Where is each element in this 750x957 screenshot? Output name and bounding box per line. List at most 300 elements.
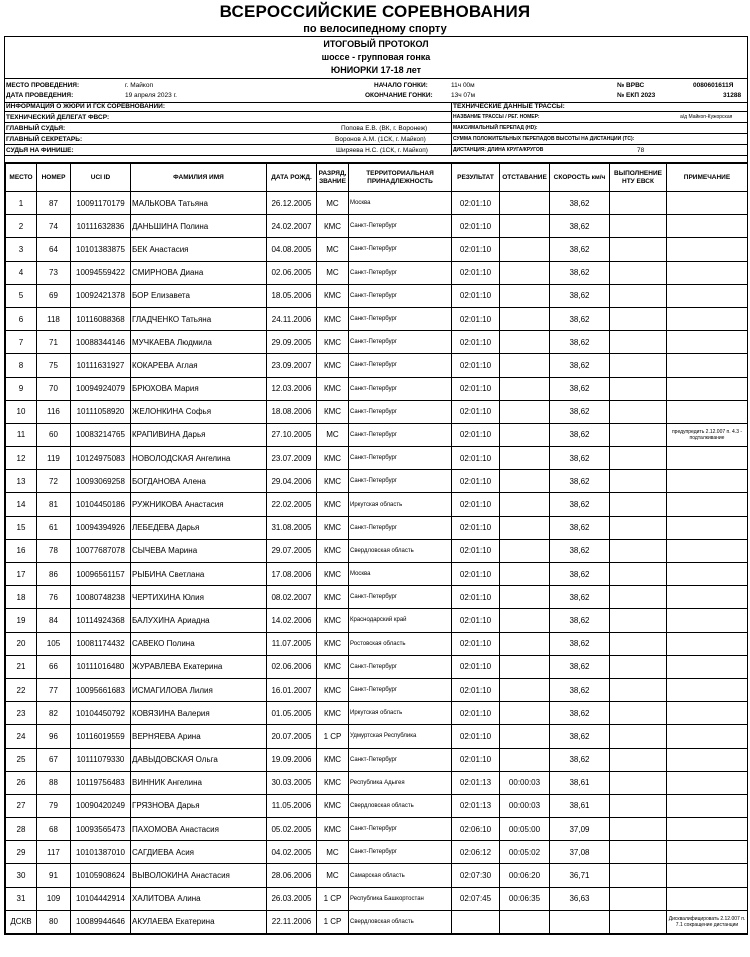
cell-evsk <box>610 586 667 609</box>
cell-speed <box>550 910 610 933</box>
table-row <box>6 470 748 493</box>
table-row <box>6 771 748 794</box>
cell-speed: 38,62 <box>550 748 610 771</box>
cell-number: 78 <box>37 539 71 562</box>
cell-name: КОВЯЗИНА Валерия <box>131 702 267 725</box>
chief-judge-value: Попова Е.В. (ВК, г. Воронеж) <box>341 125 428 132</box>
cell-birth-date: 30.03.2005 <box>267 771 317 794</box>
cell-rank: МС <box>317 238 349 261</box>
cell-birth-date: 18.08.2006 <box>267 400 317 423</box>
cell-number: 80 <box>37 910 71 933</box>
cell-speed: 38,61 <box>550 794 610 817</box>
cell-place: 4 <box>6 261 37 284</box>
cell-place: 30 <box>6 864 37 887</box>
cell-birth-date: 12.03.2006 <box>267 377 317 400</box>
cell-gap <box>500 655 550 678</box>
cell-speed: 38,62 <box>550 516 610 539</box>
cell-note <box>667 238 748 261</box>
cell-name: БРЮХОВА Мария <box>131 377 267 400</box>
cell-evsk <box>610 655 667 678</box>
cell-evsk <box>610 887 667 910</box>
cell-uci-id: 10111632836 <box>71 215 131 238</box>
cell-result: 02:01:10 <box>452 493 500 516</box>
cell-speed: 38,62 <box>550 215 610 238</box>
cell-result: 02:01:10 <box>452 215 500 238</box>
table-row <box>6 284 748 307</box>
cell-region: Санкт-Петербург <box>349 377 452 400</box>
cell-rank: КМС <box>317 400 349 423</box>
cell-speed: 38,62 <box>550 655 610 678</box>
cell-speed: 38,62 <box>550 238 610 261</box>
document-title: ВСЕРОССИЙСКИЕ СОРЕВНОВАНИЯ <box>219 2 531 21</box>
cell-rank: 1 СР <box>317 887 349 910</box>
cell-birth-date: 28.06.2006 <box>267 864 317 887</box>
cell-rank: МС <box>317 864 349 887</box>
cell-place: 14 <box>6 493 37 516</box>
cell-region: Москва <box>349 563 452 586</box>
cell-rank: КМС <box>317 284 349 307</box>
cell-evsk <box>610 794 667 817</box>
cell-name: РЫБИНА Светлана <box>131 563 267 586</box>
cell-note <box>667 609 748 632</box>
cell-region: Республика Адыгея <box>349 771 452 794</box>
cell-speed: 38,62 <box>550 493 610 516</box>
cell-note <box>667 771 748 794</box>
cell-region: Санкт-Петербург <box>349 678 452 701</box>
ekp-label: № ЕКП 2023 <box>617 92 656 99</box>
results-body <box>6 192 748 934</box>
cell-region: Москва <box>349 192 452 215</box>
cell-place: 28 <box>6 818 37 841</box>
cell-result: 02:01:10 <box>452 261 500 284</box>
cell-uci-id: 10091170179 <box>71 192 131 215</box>
cell-note <box>667 331 748 354</box>
cell-evsk <box>610 841 667 864</box>
cell-rank: 1 СР <box>317 725 349 748</box>
results-table <box>5 163 748 934</box>
cell-result: 02:01:10 <box>452 307 500 330</box>
cell-place: 15 <box>6 516 37 539</box>
cell-result: 02:01:10 <box>452 470 500 493</box>
cell-note <box>667 447 748 470</box>
cell-name: ВИННИК Ангелина <box>131 771 267 794</box>
protocol-header <box>5 37 747 79</box>
cell-uci-id: 10088344146 <box>71 331 131 354</box>
cell-gap <box>500 354 550 377</box>
cell-birth-date: 29.07.2005 <box>267 539 317 562</box>
cell-birth-date: 18.05.2006 <box>267 284 317 307</box>
column-header-birth-date: ДАТА РОЖД. <box>267 164 317 192</box>
distance-label: ДИСТАНЦИЯ: ДЛИНА КРУГА/КРУГОВ <box>453 147 544 153</box>
chief-secretary-label: ГЛАВНЫЙ СЕКРЕТАРЬ: <box>6 136 83 143</box>
cell-evsk <box>610 748 667 771</box>
cell-number: 119 <box>37 447 71 470</box>
cell-rank: КМС <box>317 377 349 400</box>
cell-birth-date: 23.07.2009 <box>267 447 317 470</box>
cell-number: 116 <box>37 400 71 423</box>
cell-evsk <box>610 470 667 493</box>
cell-uci-id: 10094394926 <box>71 516 131 539</box>
cell-place: 13 <box>6 470 37 493</box>
cell-speed: 38,62 <box>550 423 610 446</box>
cell-uci-id: 10119756483 <box>71 771 131 794</box>
cell-uci-id: 10077687078 <box>71 539 131 562</box>
discipline: шоссе - групповая гонка <box>321 52 431 62</box>
cell-gap: 00:05:02 <box>500 841 550 864</box>
chief-judge-label: ГЛАВНЫЙ СУДЬЯ: <box>6 125 66 132</box>
cell-speed: 38,62 <box>550 284 610 307</box>
cell-result: 02:01:10 <box>452 238 500 261</box>
cell-gap <box>500 447 550 470</box>
cell-uci-id: 10095661683 <box>71 678 131 701</box>
column-header-place: МЕСТО <box>6 164 37 192</box>
cell-place: 1 <box>6 192 37 215</box>
cell-number: 82 <box>37 702 71 725</box>
cell-gap <box>500 470 550 493</box>
cell-result: 02:01:10 <box>452 516 500 539</box>
cell-gap <box>500 331 550 354</box>
cell-birth-date: 11.07.2005 <box>267 632 317 655</box>
cell-name: РУЖНИКОВА Анастасия <box>131 493 267 516</box>
cell-name: ВЕРНЯЕВА Арина <box>131 725 267 748</box>
table-row <box>6 632 748 655</box>
cell-result: 02:01:10 <box>452 609 500 632</box>
cell-speed: 38,62 <box>550 702 610 725</box>
table-row <box>6 377 748 400</box>
track-name-label: НАЗВАНИЕ ТРАССЫ / РЕГ. НОМЕР: <box>453 114 540 120</box>
cell-name: ЖЕЛОНКИНА Софья <box>131 400 267 423</box>
cell-result: 02:01:13 <box>452 794 500 817</box>
cell-uci-id: 10105908624 <box>71 864 131 887</box>
cell-speed: 38,62 <box>550 632 610 655</box>
cell-rank: МС <box>317 261 349 284</box>
cell-rank: КМС <box>317 447 349 470</box>
cell-speed: 38,62 <box>550 725 610 748</box>
table-row <box>6 215 748 238</box>
cell-number: 88 <box>37 771 71 794</box>
cell-result: 02:01:10 <box>452 725 500 748</box>
cell-gap <box>500 702 550 725</box>
cell-gap <box>500 516 550 539</box>
cell-number: 87 <box>37 192 71 215</box>
cell-result: 02:01:10 <box>452 354 500 377</box>
cell-birth-date: 22.11.2006 <box>267 910 317 933</box>
cell-gap <box>500 910 550 933</box>
cell-region: Краснодарский край <box>349 609 452 632</box>
cell-evsk <box>610 609 667 632</box>
cell-note <box>667 284 748 307</box>
cell-speed: 38,62 <box>550 307 610 330</box>
cell-rank: КМС <box>317 215 349 238</box>
cell-place: 24 <box>6 725 37 748</box>
cell-region: Санкт-Петербург <box>349 331 452 354</box>
cell-birth-date: 02.06.2005 <box>267 261 317 284</box>
table-row <box>6 307 748 330</box>
cell-speed: 38,62 <box>550 447 610 470</box>
cell-number: 60 <box>37 423 71 446</box>
date-value: 19 апреля 2023 г. <box>125 92 177 99</box>
cell-name: НОВОЛОДСКАЯ Ангелина <box>131 447 267 470</box>
cell-place: 21 <box>6 655 37 678</box>
cell-uci-id: 10114924368 <box>71 609 131 632</box>
cell-name: СЫЧЕВА Марина <box>131 539 267 562</box>
cell-result: 02:01:10 <box>452 284 500 307</box>
cell-uci-id: 10090420249 <box>71 794 131 817</box>
cell-number: 86 <box>37 563 71 586</box>
cell-uci-id: 10083214765 <box>71 423 131 446</box>
cell-gap <box>500 539 550 562</box>
cell-evsk <box>610 377 667 400</box>
cell-result: 02:01:10 <box>452 655 500 678</box>
cell-number: 79 <box>37 794 71 817</box>
cell-rank: КМС <box>317 632 349 655</box>
cell-uci-id: 10111058920 <box>71 400 131 423</box>
cell-rank: КМС <box>317 539 349 562</box>
cell-birth-date: 27.10.2005 <box>267 423 317 446</box>
ekp-value: 31288 <box>723 92 742 99</box>
cell-speed: 37,09 <box>550 818 610 841</box>
cell-result: 02:01:10 <box>452 539 500 562</box>
cell-birth-date: 26.03.2005 <box>267 887 317 910</box>
cell-number: 67 <box>37 748 71 771</box>
cell-region: Самарская область <box>349 864 452 887</box>
cell-evsk <box>610 238 667 261</box>
cell-result: 02:01:10 <box>452 632 500 655</box>
cell-evsk <box>610 818 667 841</box>
cell-birth-date: 23.09.2007 <box>267 354 317 377</box>
cell-speed: 38,62 <box>550 400 610 423</box>
cell-speed: 38,62 <box>550 563 610 586</box>
cell-rank: КМС <box>317 678 349 701</box>
cell-rank: КМС <box>317 655 349 678</box>
table-row <box>6 516 748 539</box>
cell-note <box>667 818 748 841</box>
cell-note <box>667 748 748 771</box>
cell-number: 96 <box>37 725 71 748</box>
cell-evsk <box>610 284 667 307</box>
cell-uci-id: 10101387010 <box>71 841 131 864</box>
cell-birth-date: 22.02.2005 <box>267 493 317 516</box>
cell-rank: КМС <box>317 331 349 354</box>
cell-evsk <box>610 331 667 354</box>
cell-place: 7 <box>6 331 37 354</box>
date-label: ДАТА ПРОВЕДЕНИЯ: <box>6 92 74 99</box>
cell-evsk <box>610 261 667 284</box>
cell-gap <box>500 725 550 748</box>
cell-rank: КМС <box>317 516 349 539</box>
cell-evsk <box>610 423 667 446</box>
cell-place: 5 <box>6 284 37 307</box>
cell-name: ХАЛИТОВА Алина <box>131 887 267 910</box>
cell-name: ПАХОМОВА Анастасия <box>131 818 267 841</box>
cell-gap <box>500 400 550 423</box>
cell-result: 02:01:10 <box>452 423 500 446</box>
cell-rank: КМС <box>317 818 349 841</box>
cell-birth-date: 04.02.2005 <box>267 841 317 864</box>
cell-result: 02:01:10 <box>452 447 500 470</box>
cell-gap <box>500 238 550 261</box>
cell-result: 02:01:10 <box>452 331 500 354</box>
cell-birth-date: 24.02.2007 <box>267 215 317 238</box>
cell-gap: 00:05:00 <box>500 818 550 841</box>
cell-name: ДАВЫДОВСКАЯ Ольга <box>131 748 267 771</box>
cell-uci-id: 10094559422 <box>71 261 131 284</box>
cell-gap: 00:00:03 <box>500 794 550 817</box>
cell-place: 23 <box>6 702 37 725</box>
cell-number: 64 <box>37 238 71 261</box>
cell-speed: 38,62 <box>550 377 610 400</box>
table-row <box>6 702 748 725</box>
cell-rank: КМС <box>317 609 349 632</box>
cell-number: 74 <box>37 215 71 238</box>
cell-region: Санкт-Петербург <box>349 354 452 377</box>
cell-region: Иркутская область <box>349 702 452 725</box>
cell-number: 117 <box>37 841 71 864</box>
cell-result: 02:01:10 <box>452 192 500 215</box>
cell-note <box>667 354 748 377</box>
cell-birth-date: 31.08.2005 <box>267 516 317 539</box>
jury-header: ИНФОРМАЦИЯ О ЖЮРИ И ГСК СОРЕВНОВАНИЙ: <box>6 103 165 110</box>
cell-gap <box>500 563 550 586</box>
table-row <box>6 725 748 748</box>
cell-number: 105 <box>37 632 71 655</box>
table-row <box>6 539 748 562</box>
cell-place: 10 <box>6 400 37 423</box>
column-header-rank: РАЗРЯД, ЗВАНИЕ <box>317 164 349 192</box>
chief-secretary-value: Воронов А.М. (1СК, г. Майкоп) <box>335 136 426 143</box>
table-row <box>6 794 748 817</box>
cell-place: 3 <box>6 238 37 261</box>
cell-speed: 38,62 <box>550 331 610 354</box>
cell-place: 9 <box>6 377 37 400</box>
cell-result: 02:01:10 <box>452 748 500 771</box>
finish-judge-label: СУДЬЯ НА ФИНИШЕ: <box>6 147 74 154</box>
cell-region: Свердловская область <box>349 794 452 817</box>
cell-place: 17 <box>6 563 37 586</box>
cell-name: КРАПИВИНА Дарья <box>131 423 267 446</box>
table-row <box>6 748 748 771</box>
cell-number: 69 <box>37 284 71 307</box>
cell-number: 68 <box>37 818 71 841</box>
cell-note <box>667 400 748 423</box>
cell-birth-date: 24.11.2006 <box>267 307 317 330</box>
table-row <box>6 609 748 632</box>
cell-rank: КМС <box>317 794 349 817</box>
cell-note <box>667 841 748 864</box>
cell-gap <box>500 423 550 446</box>
cell-gap: 00:00:03 <box>500 771 550 794</box>
cell-place: 29 <box>6 841 37 864</box>
cell-name: ЛЕБЕДЕВА Дарья <box>131 516 267 539</box>
tech-header: ТЕХНИЧЕСКИЕ ДАННЫЕ ТРАССЫ: <box>453 103 565 110</box>
cell-evsk <box>610 354 667 377</box>
column-header-region: ТЕРРИТОРИАЛЬНАЯ ПРИНАДЛЕЖНОСТЬ <box>349 164 452 192</box>
cell-uci-id: 10111079330 <box>71 748 131 771</box>
cell-uci-id: 10096561157 <box>71 563 131 586</box>
cell-result: 02:06:12 <box>452 841 500 864</box>
cell-speed: 37,08 <box>550 841 610 864</box>
cell-evsk <box>610 516 667 539</box>
cell-rank: КМС <box>317 748 349 771</box>
cell-rank: МС <box>317 192 349 215</box>
table-row <box>6 841 748 864</box>
cell-rank: МС <box>317 841 349 864</box>
vrvs-label: № ВРВС <box>617 82 645 89</box>
cell-note <box>667 655 748 678</box>
cell-name: АКУЛАЕВА Екатерина <box>131 910 267 933</box>
column-header-number: НОМЕР <box>37 164 71 192</box>
cell-region: Санкт-Петербург <box>349 284 452 307</box>
cell-name: ВЫВОЛОКИНА Анастасия <box>131 864 267 887</box>
cell-evsk <box>610 192 667 215</box>
cell-name: ИСМАГИЛОВА Лилия <box>131 678 267 701</box>
cell-place: 22 <box>6 678 37 701</box>
cell-birth-date: 05.02.2005 <box>267 818 317 841</box>
cell-result: 02:07:45 <box>452 887 500 910</box>
cell-place: 31 <box>6 887 37 910</box>
cell-region: Санкт-Петербург <box>349 447 452 470</box>
cell-birth-date: 14.02.2006 <box>267 609 317 632</box>
cell-birth-date: 02.06.2006 <box>267 655 317 678</box>
table-row <box>6 447 748 470</box>
table-row <box>6 655 748 678</box>
cell-gap <box>500 678 550 701</box>
cell-birth-date: 29.09.2005 <box>267 331 317 354</box>
cell-rank: МС <box>317 423 349 446</box>
cell-evsk <box>610 563 667 586</box>
cell-region: Санкт-Петербург <box>349 586 452 609</box>
cell-number: 81 <box>37 493 71 516</box>
table-row <box>6 493 748 516</box>
cell-speed: 38,62 <box>550 261 610 284</box>
column-header-result: РЕЗУЛЬТАТ <box>452 164 500 192</box>
cell-speed: 36,63 <box>550 887 610 910</box>
cell-region: Санкт-Петербург <box>349 841 452 864</box>
cell-gap <box>500 377 550 400</box>
cell-speed: 38,61 <box>550 771 610 794</box>
cell-uci-id: 10104442914 <box>71 887 131 910</box>
column-header-note: ПРИМЕЧАНИЕ <box>667 164 748 192</box>
cell-rank: КМС <box>317 470 349 493</box>
cell-region: Санкт-Петербург <box>349 307 452 330</box>
cell-evsk <box>610 539 667 562</box>
cell-speed: 38,62 <box>550 192 610 215</box>
cell-gap <box>500 493 550 516</box>
cell-result: 02:01:10 <box>452 678 500 701</box>
protocol-frame <box>4 36 748 935</box>
cell-number: 66 <box>37 655 71 678</box>
cell-result <box>452 910 500 933</box>
cell-rank: КМС <box>317 702 349 725</box>
column-header-gap: ОТСТАВАНИЕ <box>500 164 550 192</box>
cell-rank: 1 СР <box>317 910 349 933</box>
cell-place: 26 <box>6 771 37 794</box>
cell-note <box>667 539 748 562</box>
cell-name: ГРЯЗНОВА Дарья <box>131 794 267 817</box>
cell-note <box>667 678 748 701</box>
cell-region: Свердловская область <box>349 910 452 933</box>
column-header-uci-id: UCI ID <box>71 164 131 192</box>
cell-number: 118 <box>37 307 71 330</box>
cell-uci-id: 10094924079 <box>71 377 131 400</box>
cell-speed: 38,62 <box>550 470 610 493</box>
cell-rank: КМС <box>317 354 349 377</box>
cell-gap <box>500 261 550 284</box>
table-row <box>6 423 748 446</box>
cell-region: Санкт-Петербург <box>349 400 452 423</box>
cell-rank: КМС <box>317 771 349 794</box>
table-row <box>6 678 748 701</box>
